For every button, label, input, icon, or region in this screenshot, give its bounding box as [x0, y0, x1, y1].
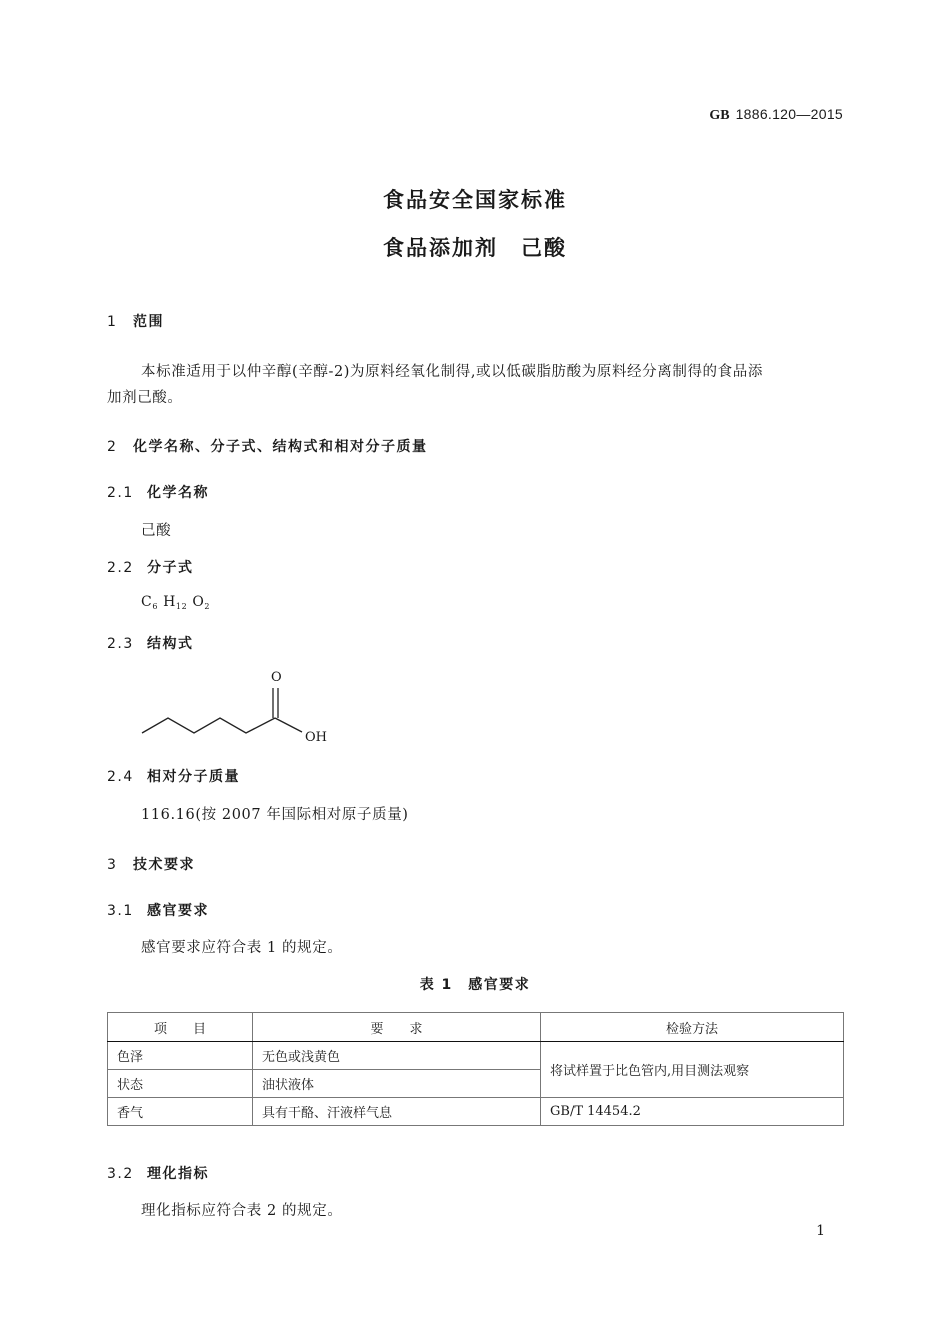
section-title: 相对分子质量	[147, 769, 240, 785]
cell-requirement: 无色或浅黄色	[253, 1042, 541, 1070]
cell-method-merged: 将试样置于比色管内,用目测法观察	[541, 1042, 844, 1098]
sensory-paragraph: 感官要求应符合表 1 的规定。	[141, 940, 343, 956]
formula-subscript: 12	[175, 602, 188, 611]
standard-number	[709, 106, 843, 124]
section-title: 化学名称、分子式、结构式和相对分子质量	[133, 439, 428, 455]
carbonyl-oxygen-label: O	[271, 670, 282, 685]
section-number: 2.4	[107, 769, 134, 785]
section-number: 3.2	[107, 1166, 134, 1182]
section-heading-2	[107, 436, 428, 456]
page-number: 1	[816, 1223, 825, 1239]
section-number: 3	[107, 857, 118, 873]
section-title: 范围	[133, 314, 164, 330]
section-heading-3-1	[107, 900, 209, 920]
section-title: 感官要求	[147, 903, 209, 919]
table-row	[108, 1042, 844, 1070]
scope-paragraph-line1: 本标准适用于以仲辛醇(辛醇-2)为原料经氧化制得,或以低碳脂肪酸为原料经分离制得的食品添	[141, 364, 763, 380]
molecular-mass: 116.16(按 2007 年国际相对原子质量)	[141, 807, 409, 823]
section-heading-3-2	[107, 1163, 209, 1183]
section-heading-3	[107, 854, 195, 874]
section-number: 2.1	[107, 485, 134, 501]
hydroxyl-label: OH	[305, 730, 327, 745]
formula-element-c: C	[141, 594, 153, 610]
formula-subscript: 2	[204, 602, 211, 611]
scope-paragraph-line2: 加剂己酸。	[107, 390, 183, 406]
section-heading-2-2	[107, 557, 194, 577]
formula-element-o: O	[192, 594, 205, 610]
section-title: 技术要求	[133, 857, 195, 873]
section-heading-1	[107, 311, 164, 331]
section-number: 1	[107, 314, 118, 330]
section-title: 结构式	[147, 636, 194, 652]
section-title: 分子式	[147, 560, 194, 576]
header-item: 项 目	[108, 1013, 253, 1042]
cell-item: 状态	[108, 1070, 253, 1098]
chemical-name: 己酸	[141, 523, 172, 539]
formula-element-h: H	[163, 594, 176, 610]
section-title: 理化指标	[147, 1166, 209, 1182]
table-header-row	[108, 1013, 844, 1042]
header-method: 检验方法	[541, 1013, 844, 1042]
section-number: 2	[107, 439, 118, 455]
physchem-paragraph: 理化指标应符合表 2 的规定。	[141, 1203, 343, 1219]
section-heading-2-4	[107, 766, 240, 786]
formula-subscript: 6	[152, 602, 159, 611]
cell-method: GB/T 14454.2	[541, 1098, 844, 1126]
section-number: 2.2	[107, 560, 134, 576]
table-row	[108, 1098, 844, 1126]
section-number: 2.3	[107, 636, 134, 652]
cell-item: 香气	[108, 1098, 253, 1126]
section-heading-2-3	[107, 633, 194, 653]
header-requirement: 要 求	[253, 1013, 541, 1042]
cell-item: 色泽	[108, 1042, 253, 1070]
section-title: 化学名称	[147, 485, 209, 501]
cell-requirement: 具有干酪、汗液样气息	[253, 1098, 541, 1126]
document-subtitle: 食品添加剂 己酸	[383, 236, 567, 260]
molecular-formula	[141, 594, 210, 611]
gb-prefix: GB	[709, 108, 730, 123]
document-title: 食品安全国家标准	[383, 188, 567, 212]
standard-code: 1886.120—2015	[735, 106, 843, 122]
cell-requirement: 油状液体	[253, 1070, 541, 1098]
table1-caption: 表 1 感官要求	[419, 977, 531, 993]
section-heading-2-1	[107, 482, 209, 502]
section-number: 3.1	[107, 903, 134, 919]
sensory-requirements-table	[107, 1012, 844, 1126]
